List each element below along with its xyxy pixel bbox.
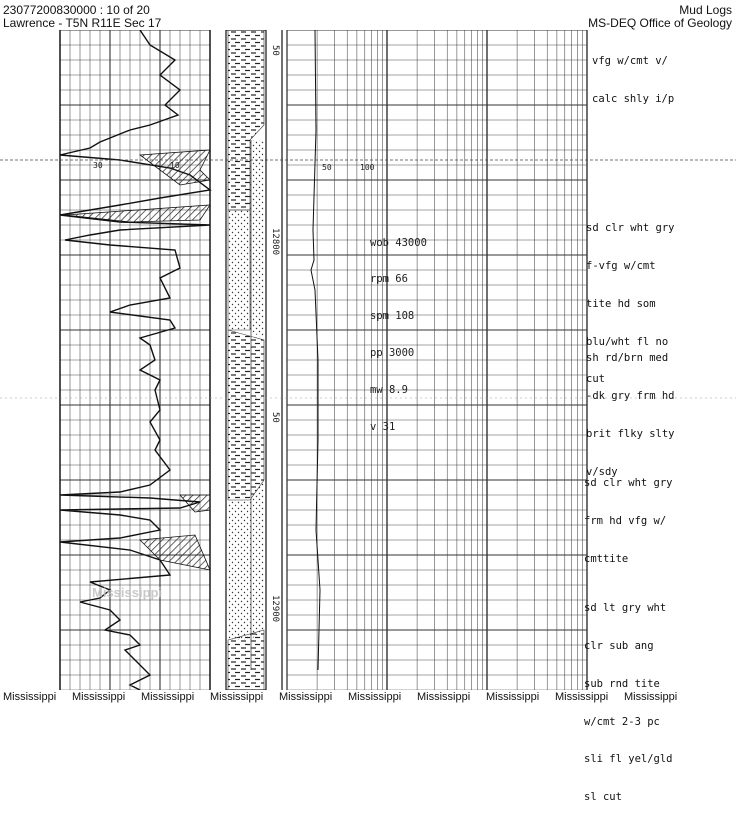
footer-label: Mississippi [3, 691, 57, 703]
well-location: Lawrence - T5N R11E Sec 17 [3, 16, 162, 30]
depth-label: 12900 [270, 595, 280, 623]
scale-label-10: 10 [170, 161, 180, 170]
param-spm: spm 108 [370, 310, 415, 323]
footer-strip [0, 691, 736, 705]
document-id: 23077200830000 : 10 of 20 [3, 3, 150, 17]
footer-label: Mississippi [348, 691, 402, 703]
gas-show-4 [140, 535, 210, 570]
footer-label: Mississippi [279, 691, 333, 703]
watermark: Mississippi [92, 585, 163, 600]
param-wob: wob 43000 [370, 236, 427, 249]
param-pp: pp 3000 [370, 347, 415, 360]
lithology-note: sd lt gry wht clr sub ang sub rnd tite w/cmt 2-3 pc sli fl yel/gld sl cut [584, 602, 673, 804]
right-track-grid [287, 30, 587, 690]
lithology-note: sh rd/brn med -dk gry frm hd brit flky slty v/sdy [586, 352, 675, 478]
footer-label: Mississippi [624, 691, 678, 703]
depth-label: 50 [270, 412, 280, 423]
param-rpm: rpm 66 [370, 273, 408, 286]
document-type: Mud Logs [679, 3, 732, 17]
gas-show-2 [65, 205, 210, 222]
lithology-note: vfg w/cmt v/ calc shly i/p [592, 55, 675, 105]
footer-label: Mississippi [141, 691, 195, 703]
footer-label: Mississippi [417, 691, 471, 703]
depth-label: 50 [270, 45, 280, 56]
depth-label: 12800 [270, 228, 280, 256]
scale-label-50: 50 [322, 163, 332, 172]
lithology-note: sd clr wht gry f-vfg w/cmt tite hd som blu/wht fl no cut [586, 222, 675, 386]
agency-name: MS-DEQ Office of Geology [588, 16, 732, 30]
param-mw: mw 8.9 [370, 384, 408, 397]
scale-label-30: 30 [93, 161, 103, 170]
lithology-note: sd clr wht gry frm hd vfg w/ cmttite [584, 477, 673, 565]
footer-label: Mississippi [486, 691, 540, 703]
footer-label: Mississippi [72, 691, 126, 703]
footer-label: Mississippi [210, 691, 264, 703]
scale-label-100: 100 [360, 163, 375, 172]
param-v: v 31 [370, 421, 396, 434]
drilling-parameters [370, 212, 427, 446]
footer-label: Mississippi [555, 691, 609, 703]
